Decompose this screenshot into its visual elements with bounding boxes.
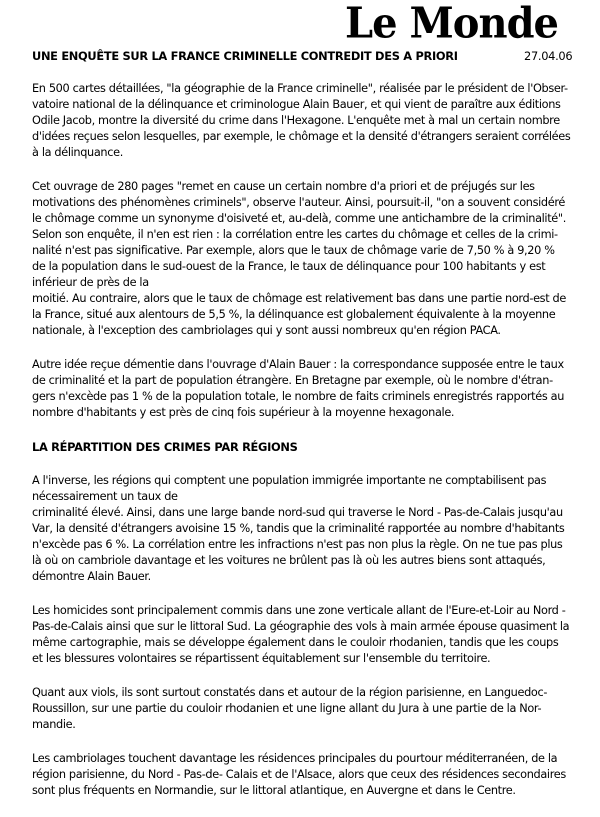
paragraph-line: moitié. Au contraire, alors que le taux de chômage est relativement bas dans une partie nord-est de bbox=[32, 292, 566, 305]
paragraph-line: même cartographie, mais se développe également dans le couloir rhodanien, tandis que les coups bbox=[32, 636, 559, 649]
paragraph-line: inférieur de près de la bbox=[32, 276, 149, 289]
paragraph-line: Var, la densité d'étrangers avoisine 15 %, tandis que la criminalité rapportée au nombre d'habitants bbox=[32, 522, 565, 535]
paragraph-line: sont plus fréquents en Normandie, sur le littoral atlantique, en Auvergne et dans le Centre. bbox=[32, 784, 516, 797]
paragraph-line: Cet ouvrage de 280 pages "remet en cause un certain nombre d'a priori et de préjugés sur les bbox=[32, 180, 535, 193]
paragraph-line: nalité n'est pas significative. Par exemple, alors que le taux de chômage varie de 7,50 % à 9,20 % bbox=[32, 244, 555, 257]
article-body bbox=[32, 81, 582, 817]
article-paragraph bbox=[32, 81, 582, 161]
paragraph-line: mandie. bbox=[32, 718, 76, 731]
article-paragraph bbox=[32, 603, 582, 667]
paragraph-line: et les blessures volontaires se répartissent équitablement sur l'ensemble du territoire. bbox=[32, 652, 491, 665]
article-paragraph bbox=[32, 473, 582, 585]
paragraph-line: n'excède pas 6 %. La corrélation entre les infractions n'est pas non plus la règle. On ne tue pas plus bbox=[32, 538, 563, 551]
paragraph-line: là où on cambriole davantage et les voitures ne brûlent pas là où les autres biens sont attaqués, bbox=[32, 554, 546, 567]
paragraph-line: nationale, à l'exception des cambriolages qui y sont aussi nombreux qu'en région PACA. bbox=[32, 324, 501, 337]
paragraph-line: motivations des phénomènes criminels", observe l'auteur. Ainsi, poursuit-il, "on a souvent considéré bbox=[32, 196, 565, 209]
paragraph-line: gers n'excède pas 1 % de la population totale, le nombre de faits criminels enregistrés rapportés au bbox=[32, 390, 565, 403]
paragraph-line: Selon son enquête, il n'en est rien : la corrélation entre les cartes du chômage et celles de la crimi- bbox=[32, 228, 558, 241]
article-paragraph bbox=[32, 751, 582, 799]
article-section-intro bbox=[32, 81, 582, 421]
section-heading: LA RÉPARTITION DES CRIMES PAR RÉGIONS bbox=[32, 440, 298, 454]
paragraph-line: Roussillon, sur une partie du couloir rhodanien et une ligne allant du Jura à une partie de la Nor- bbox=[32, 702, 542, 715]
article-paragraph bbox=[32, 357, 582, 421]
article-paragraph bbox=[32, 685, 582, 733]
paragraph-line: nécessairement un taux de bbox=[32, 490, 178, 503]
paragraph-line: En 500 cartes détaillées, "la géographie de la France criminelle", réalisée par le président de l'Obser- bbox=[32, 82, 568, 95]
paragraph-line: région parisienne, du Nord - Pas-de- Calais et de l'Alsace, alors que ceux des résidences secondaires bbox=[32, 768, 566, 781]
paragraph-line: à la délinquance. bbox=[32, 146, 123, 159]
paragraph-line: Les cambriolages touchent davantage les résidences principales du pourtour méditerranéen, de la bbox=[32, 752, 558, 765]
paragraph-line: Pas-de-Calais ainsi que sur le littoral Sud. La géographie des vols à main armée épouse quasiment la bbox=[32, 620, 570, 633]
paragraph-line: A l'inverse, les régions qui comptent une population immigrée importante ne comptabilisent pas bbox=[32, 474, 547, 487]
le-monde-logo: Le Monde bbox=[345, 0, 558, 49]
article-date: 27.04.06 bbox=[524, 49, 573, 63]
article-section-regions bbox=[32, 473, 582, 799]
paragraph-line: Les homicides sont principalement commis dans une zone verticale allant de l'Eure-et-Loir au Nord - bbox=[32, 604, 566, 617]
paragraph-line: Autre idée reçue démentie dans l'ouvrage d'Alain Bauer : la correspondance supposée entre le taux bbox=[32, 358, 564, 371]
paragraph-line: Quant aux viols, ils sont surtout constatés dans et autour de la région parisienne, en Languedoc- bbox=[32, 686, 548, 699]
paragraph-line: de la population dans le sud-ouest de la France, le taux de délinquance pour 100 habitants y est bbox=[32, 260, 546, 273]
paragraph-line: criminalité élevé. Ainsi, dans une large bande nord-sud qui traverse le Nord - Pas-de-Calais jusqu'au bbox=[32, 506, 563, 519]
paragraph-line: démontre Alain Bauer. bbox=[32, 570, 151, 583]
paragraph-line: la France, situé aux alentours de 5,5 %, la délinquance est globalement équivalente à la moyenne bbox=[32, 308, 556, 321]
paragraph-line: nombre d'habitants y est près de cinq fois supérieur à la moyenne hexagonale. bbox=[32, 406, 455, 419]
paragraph-line: d'idées reçues selon lesquelles, par exemple, le chômage et la densité d'étrangers seraient corrélées bbox=[32, 130, 571, 143]
paragraph-line: le chômage comme un synonyme d'oisiveté et, au-delà, comme une antichambre de la criminalité". bbox=[32, 212, 566, 225]
paragraph-line: Odile Jacob, montre la diversité du crime dans l'Hexagone. L'enquête met à mal un certain nombre bbox=[32, 114, 560, 127]
paragraph-line: de criminalité et la part de population étrangère. En Bretagne par exemple, où le nombre d'étran- bbox=[32, 374, 553, 387]
article-paragraph bbox=[32, 179, 582, 339]
paragraph-line: vatoire national de la délinquance et criminologue Alain Bauer, et qui vient de paraître aux éditions bbox=[32, 98, 561, 111]
article-headline: UNE ENQUÊTE SUR LA FRANCE CRIMINELLE CONTREDIT DES A PRIORI bbox=[32, 49, 458, 63]
